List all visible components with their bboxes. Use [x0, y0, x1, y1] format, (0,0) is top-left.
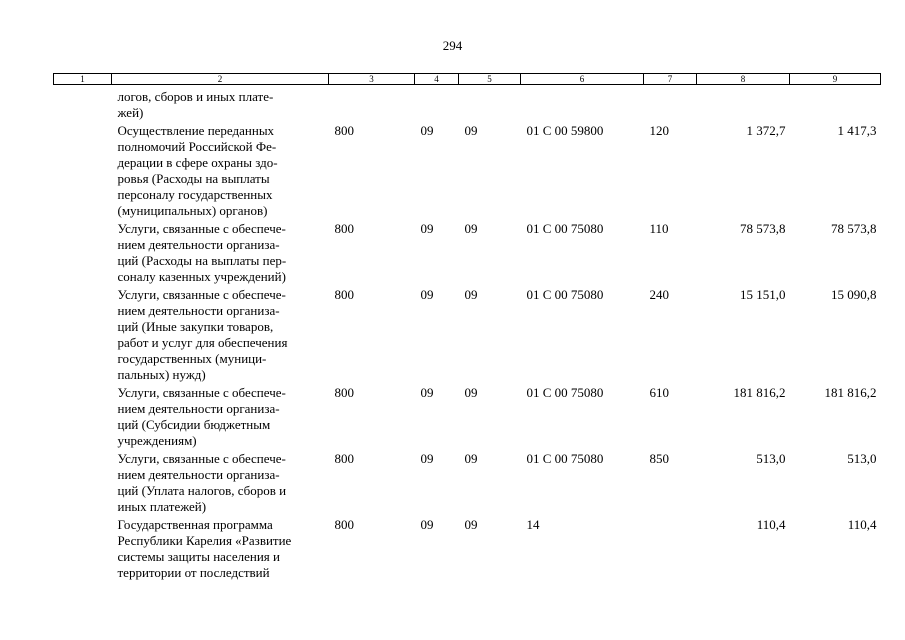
table-row — [54, 451, 881, 517]
cell-col4: 09 — [420, 221, 434, 236]
cell-col6: 01 С 00 75080 — [526, 451, 604, 466]
cell-col3 — [329, 85, 415, 124]
header-col-3: 3 — [329, 74, 415, 85]
cell-col4: 09 — [420, 385, 434, 400]
cell-col6 — [521, 85, 644, 124]
cell-col7: 110 — [649, 221, 669, 236]
cell-col7: 120 — [649, 123, 669, 138]
cell-col4: 09 — [420, 517, 434, 532]
cell-col8: 15 151,0 — [740, 287, 786, 302]
header-col-6: 6 — [521, 74, 644, 85]
budget-table — [53, 73, 881, 583]
cell-col4: 09 — [420, 123, 434, 138]
cell-col-1 — [54, 385, 112, 451]
cell-col6: 01 С 00 75080 — [526, 287, 604, 302]
cell-col5: 09 — [464, 451, 478, 466]
cell-col5: 09 — [464, 123, 478, 138]
cell-col3: 800 — [334, 221, 354, 236]
cell-col6: 01 С 00 59800 — [526, 123, 604, 138]
cell-col6: 01 С 00 75080 — [526, 221, 604, 236]
page-number: 294 — [442, 38, 463, 53]
table-row — [54, 85, 881, 124]
cell-col8: 110,4 — [756, 517, 786, 532]
cell-col4: 09 — [420, 451, 434, 466]
header-col-1: 1 — [54, 74, 112, 85]
cell-col5: 09 — [464, 221, 478, 236]
cell-col8: 1 372,7 — [746, 123, 786, 138]
table-header — [54, 74, 881, 85]
cell-name: Государственная программа Республики Карелия «Развитие системы защиты населения и территории от последствий — [117, 517, 292, 580]
header-row — [54, 74, 881, 85]
cell-col-1 — [54, 517, 112, 583]
cell-col6: 01 С 00 75080 — [526, 385, 604, 400]
cell-col4 — [415, 85, 459, 124]
cell-col5: 09 — [464, 385, 478, 400]
cell-name: Осуществление переданных полномочий Российской Фе- дерации в сфере охраны здо- ровья (Расходы на выплаты персоналу государственных (муниципальных) органов) — [117, 123, 278, 218]
header-col-9: 9 — [790, 74, 881, 85]
cell-col9: 110,4 — [847, 517, 877, 532]
cell-col9: 513,0 — [847, 451, 877, 466]
header-col-2: 2 — [112, 74, 329, 85]
cell-col3: 800 — [334, 385, 354, 400]
cell-col7 — [644, 85, 697, 124]
cell-col5 — [459, 85, 521, 124]
cell-col9: 1 417,3 — [837, 123, 877, 138]
table-row — [54, 517, 881, 583]
cell-col7: 240 — [649, 287, 669, 302]
cell-col9 — [790, 85, 881, 124]
cell-col5: 09 — [464, 287, 478, 302]
cell-name: логов, сборов и иных плате- жей) — [117, 89, 274, 120]
cell-col-1 — [54, 221, 112, 287]
cell-col3: 800 — [334, 287, 354, 302]
table-row — [54, 287, 881, 385]
header-col-8: 8 — [697, 74, 790, 85]
cell-col8 — [697, 85, 790, 124]
cell-col5: 09 — [464, 517, 478, 532]
cell-col7: 850 — [649, 451, 669, 466]
cell-col3: 800 — [334, 123, 354, 138]
table-row — [54, 123, 881, 221]
header-col-7: 7 — [644, 74, 697, 85]
cell-col7: 610 — [649, 385, 669, 400]
cell-col9: 181 816,2 — [824, 385, 877, 400]
cell-col7 — [644, 517, 697, 583]
cell-col8: 78 573,8 — [740, 221, 786, 236]
cell-col6: 14 — [526, 517, 540, 532]
cell-col-1 — [54, 451, 112, 517]
cell-col3: 800 — [334, 451, 354, 466]
cell-col8: 513,0 — [756, 451, 786, 466]
cell-name: Услуги, связанные с обеспече- нием деятельности организа- ций (Уплата налогов, сборов и иных платежей) — [117, 451, 287, 514]
table-row — [54, 221, 881, 287]
cell-col-1 — [54, 85, 112, 124]
cell-name: Услуги, связанные с обеспече- нием деятельности организа- ций (Иные закупки товаров, работ и услуг для обеспечения государственных (муници- пальных) нужд) — [117, 287, 288, 382]
cell-col4: 09 — [420, 287, 434, 302]
cell-col3: 800 — [334, 517, 354, 532]
cell-col-1 — [54, 123, 112, 221]
header-col-4: 4 — [415, 74, 459, 85]
header-col-5: 5 — [459, 74, 521, 85]
table-row — [54, 385, 881, 451]
table-body — [54, 85, 881, 584]
cell-col8: 181 816,2 — [733, 385, 786, 400]
budget-table-container — [53, 73, 880, 583]
cell-name: Услуги, связанные с обеспече- нием деятельности организа- ций (Расходы на выплаты пер- соналу казенных учреждений) — [117, 221, 287, 284]
cell-name: Услуги, связанные с обеспече- нием деятельности организа- ций (Субсидии бюджетным учреждениям) — [117, 385, 286, 448]
cell-col9: 78 573,8 — [831, 221, 877, 236]
cell-col9: 15 090,8 — [831, 287, 877, 302]
cell-col-1 — [54, 287, 112, 385]
